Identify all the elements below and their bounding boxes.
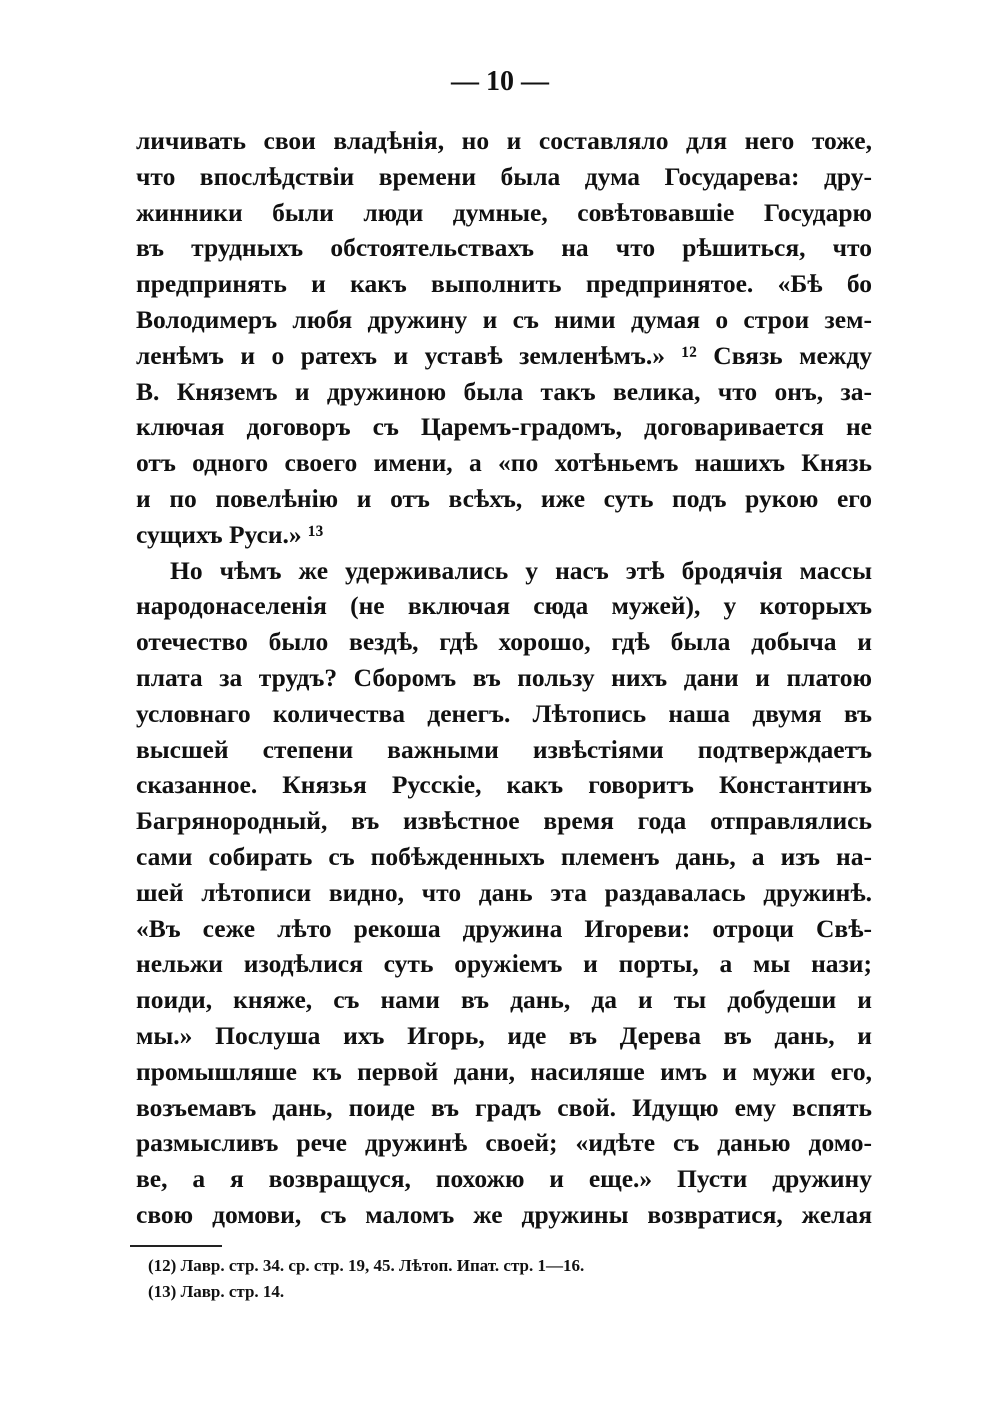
text-line: жинники были люди думные, совѣтовавшіе Государю bbox=[136, 197, 872, 227]
text-line: мы.» Послуша ихъ Игорь, иде въ Дерева въ дань, и bbox=[136, 1020, 872, 1050]
text-line: свою домови, съ маломъ же дружины возвратися, желая bbox=[136, 1199, 872, 1229]
text-line: плата за трудъ? Сборомъ въ пользу нихъ дани и платою bbox=[136, 662, 872, 692]
footnote-13: (13) Лавр. стр. 14. bbox=[148, 1282, 285, 1301]
page-number: — 10 — bbox=[451, 66, 549, 97]
text-line: личивать свои владѣнія, но и составляло для него тоже, bbox=[136, 126, 872, 155]
text-line: народонаселенія (не включая сюда мужей), у которыхъ bbox=[136, 591, 872, 621]
text-line: ве, а я возвращуся, похожю и еще.» Пусти дружину bbox=[136, 1164, 872, 1194]
text-line: Багрянородный, въ извѣстное время года отправлялись bbox=[136, 806, 872, 836]
text-line: Но чѣмъ же удерживались у насъ этѣ бродячія массы bbox=[170, 555, 872, 585]
text-line: ленѣмъ и о ратехъ и уставѣ земленѣмъ.» ¹² Связь между bbox=[136, 340, 872, 370]
text-line: сущихъ Руси.» ¹³ bbox=[136, 519, 324, 549]
text-line: В. Княземъ и дружиною была такъ велика, что онъ, за- bbox=[136, 376, 872, 406]
text-line: предпринять и какъ выполнить предпринятое. «Бѣ бо bbox=[136, 269, 872, 299]
text-line: размысливъ рече дружинѣ своей; «идѣте съ данью домо- bbox=[136, 1128, 872, 1158]
text-line: что впослѣдствіи времени была дума Государева: дру- bbox=[136, 161, 872, 191]
text-line: условнаго количества денегъ. Лѣтопись наша двумя въ bbox=[136, 698, 872, 728]
body-text bbox=[136, 123, 872, 1233]
text-line: промышляше къ первой дани, насиляше имъ и мужи его, bbox=[136, 1056, 872, 1086]
text-line: нельжи изодѣлися суть оружіемъ и порты, а мы нази; bbox=[136, 949, 872, 979]
text-line: шей лѣтописи видно, что дань эта раздавалась дружинѣ. bbox=[136, 877, 872, 907]
footnote-divider bbox=[130, 1245, 222, 1247]
text-line: Володимеръ любя дружину и съ ними думая о строи зем- bbox=[136, 304, 872, 334]
text-line: сами собирать съ побѣжденныхъ племенъ дань, а изъ на- bbox=[136, 841, 872, 871]
text-line: въ трудныхъ обстоятельствахъ на что рѣшиться, что bbox=[136, 233, 872, 263]
text-line: возъемавъ дань, поиде въ градъ свой. Идущю ему вспять bbox=[136, 1092, 872, 1122]
text-line: отъ одного своего имени, а «по хотѣньемъ нашихъ Князь bbox=[136, 448, 872, 478]
text-line: «Въ сеже лѣто рекоша дружина Игореви: отроци Свѣ- bbox=[136, 913, 872, 943]
text-line: отечество было вездѣ, гдѣ хорошо, гдѣ была добыча и bbox=[136, 627, 872, 657]
footnotes bbox=[148, 1254, 848, 1306]
text-line: высшей степени важными извѣстіями подтверждаетъ bbox=[136, 734, 872, 764]
text-line: ключая договоръ съ Царемъ-градомъ, договаривается не bbox=[136, 412, 872, 442]
text-line: сказанное. Князья Русскіе, какъ говоритъ Константинъ bbox=[136, 770, 872, 800]
text-line: поиди, княже, съ нами въ дань, да и ты добудеши и bbox=[136, 985, 872, 1015]
text-line: и по повелѣнію и отъ всѣхъ, иже суть подъ рукою его bbox=[136, 483, 872, 513]
footnote-12: (12) Лавр. стр. 34. ср. стр. 19, 45. Лѣтоп. Ипат. стр. 1—16. bbox=[148, 1256, 585, 1275]
